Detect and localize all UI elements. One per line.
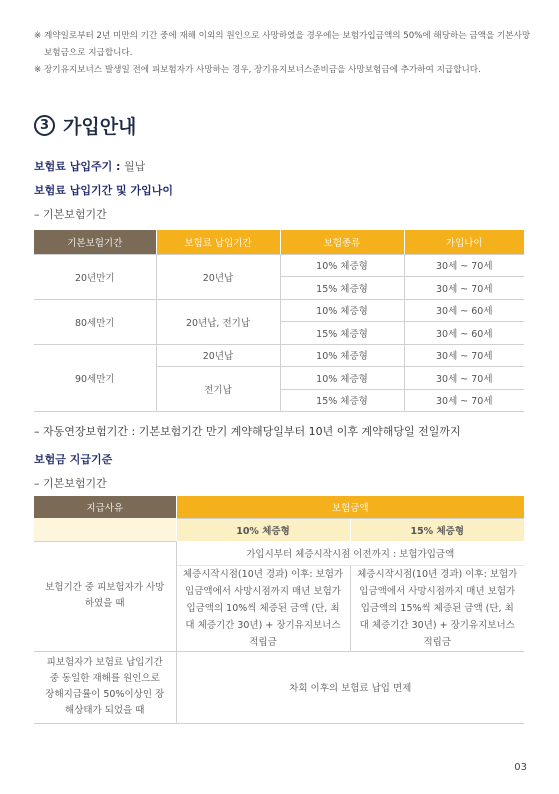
table-row: [34, 254, 524, 277]
note-mark: ※: [34, 31, 42, 41]
period-cell: 20년만기: [34, 254, 156, 299]
period-age-heading: 보험료 납입기간 및 가입나이: [34, 184, 173, 197]
benefit-15-cell: 체증시작시점(10년 경과) 이후: 보험가입금액에서 사망시점까지 매년 보험가입금액의 15%씩 체증된 금액 (단, 최대 체증기간 30년) + 장기유지보너스적립금: [350, 565, 524, 651]
benefit-heading: 보험금 지급기준: [34, 453, 113, 466]
reason-cell: 피보험자가 보험료 납입기간 중 동일한 재해를 원인으로 장해지급률이 50%이상인 장해상태가 되었을 때: [34, 651, 176, 723]
footnotes: [34, 28, 534, 79]
header-amount: 보험금액: [176, 496, 524, 518]
age-cell: 30세 ~ 60세: [404, 322, 524, 345]
section-title-text: 가입안내: [63, 116, 137, 138]
type-cell: 10% 체증형: [280, 344, 404, 367]
section-title: [34, 112, 136, 139]
table-row: [34, 344, 524, 367]
reason-cell: 보험기간 중 피보험자가 사망하였을 때: [34, 541, 176, 651]
payment-cell: 20년납: [156, 254, 280, 299]
header-reason: [34, 496, 176, 541]
age-cell: 30세 ~ 70세: [404, 277, 524, 300]
subheader-10: 10% 체증형: [176, 518, 350, 541]
payment-cycle: [34, 158, 145, 174]
type-cell: 15% 체증형: [280, 277, 404, 300]
header-insurance-type: 보험종류: [280, 230, 404, 254]
enrollment-table: [34, 230, 524, 412]
payment-cycle-value: 월납: [123, 160, 146, 173]
header-entry-age: 가입나이: [404, 230, 524, 254]
age-cell: 30세 ~ 70세: [404, 389, 524, 412]
period-cell: 80세만기: [34, 299, 156, 344]
type-cell: 10% 체증형: [280, 367, 404, 390]
period-cell: 90세만기: [34, 344, 156, 412]
header-payment-period: 보험료 납입기간: [156, 230, 280, 254]
payment-cell: 20년납, 전기납: [156, 299, 280, 344]
type-cell: 15% 체증형: [280, 389, 404, 412]
age-cell: 30세 ~ 70세: [404, 344, 524, 367]
age-cell: 30세 ~ 70세: [404, 367, 524, 390]
header-reason-text: 지급사유: [86, 503, 124, 514]
waiver-cell: 차회 이후의 보험료 납입 면제: [176, 651, 524, 723]
page-number: 03: [514, 762, 527, 773]
age-cell: 30세 ~ 70세: [404, 254, 524, 277]
footnote-text: 장기유지보너스 발생일 전에 피보험자가 사망하는 경우, 장기유지보너스준비금을 사망보험금에 추가하여 지급합니다.: [44, 65, 481, 75]
table-row: [34, 299, 524, 322]
auto-extension-note: – 자동연장보험기간 : 기본보험기간 만기 계약해당일부터 10년 이후 계약해당일 전일까지: [34, 425, 461, 438]
footnote-text: 계약일로부터 2년 미만의 기간 중에 재해 이외의 원인으로 사망하였을 경우에는 보험가입금액의 50%에 해당하는 금액을 기본사망보험금으로 지급합니다.: [44, 31, 531, 58]
note-mark: ※: [34, 65, 42, 75]
common-benefit-cell: 가입시부터 체증시작시점 이전까지 : 보험가입금액: [176, 541, 524, 565]
type-cell: 15% 체증형: [280, 322, 404, 345]
header-basic-period: 기본보험기간: [34, 230, 156, 254]
table-row: [34, 651, 524, 723]
subheader-15: 15% 체증형: [350, 518, 524, 541]
payment-cycle-label: 보험료 납입주기 :: [34, 160, 121, 173]
type-cell: 10% 체증형: [280, 299, 404, 322]
footnote: [34, 28, 534, 62]
basic-period-label: – 기본보험기간: [34, 477, 107, 490]
benefit-10-cell: 체증시작시점(10년 경과) 이후: 보험가입금액에서 사망시점까지 매년 보험가입금액의 10%씩 체증된 금액 (단, 최대 체증기간 30년) + 장기유지보너스적립금: [176, 565, 350, 651]
age-cell: 30세 ~ 60세: [404, 299, 524, 322]
type-cell: 10% 체증형: [280, 254, 404, 277]
section-number-badge: 3: [34, 115, 55, 136]
payment-cell: 전기납: [156, 367, 280, 412]
benefit-table: [34, 496, 524, 724]
payment-cell: 20년납: [156, 344, 280, 367]
footnote: [34, 62, 534, 79]
basic-period-label: – 기본보험기간: [34, 208, 107, 221]
table-row: [34, 541, 524, 565]
